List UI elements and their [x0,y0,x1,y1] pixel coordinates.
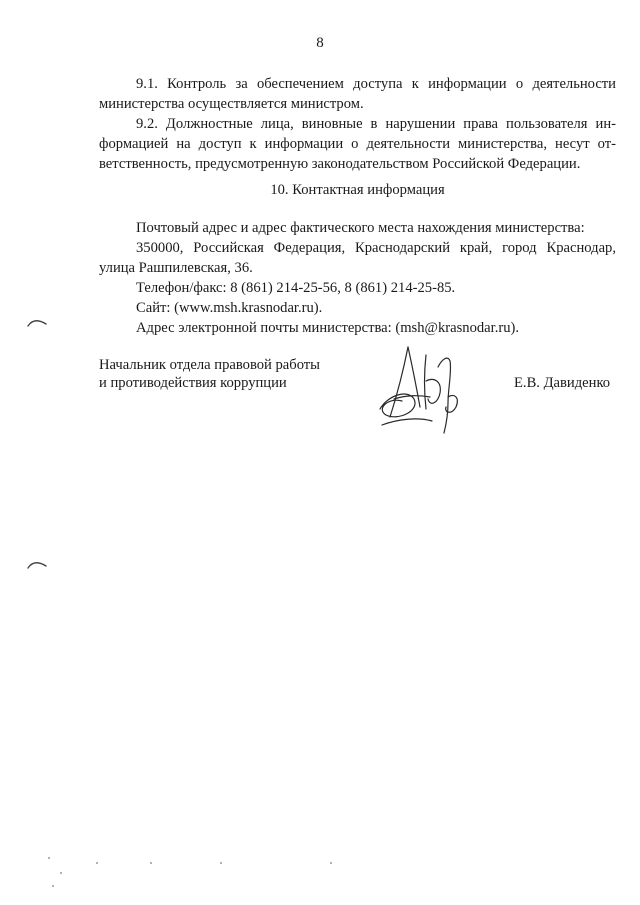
signatory-title-line-1: Начальник отдела правовой работы [99,357,320,373]
paragraph-9-2-line-2: формацией на доступ к информации о деятельности министерства, несут от- [99,136,616,152]
phone-fax: Телефон/факс: 8 (861) 214-25-56, 8 (861) 214-25-85. [136,280,456,296]
scan-speck [48,857,50,859]
address-line-2: улица Рашпилевская, 36. [99,260,253,276]
signatory-title-line-2: и противодействия коррупции [99,375,287,391]
paragraph-9-1-line-1: 9.1. Контроль за обеспечением доступа к информации о деятельности [136,76,616,92]
scan-mark-artifact [26,318,48,328]
paragraph-9-1-line-2: министерства осуществляется министром. [99,96,364,112]
paragraph-9-2-line-3: ветственность, предусмотренную законодательством Российской Федерации. [99,156,581,172]
section-10-heading: 10. Контактная информация [270,182,445,198]
scan-speck [220,862,222,864]
paragraph-9-2 [99,114,616,174]
scan-speck [60,872,62,874]
email-address: Адрес электронной почты министерства: (msh@krasnodar.ru). [136,320,520,336]
scan-speck [150,862,152,864]
handwritten-signature [368,337,468,437]
scan-speck [330,862,332,864]
page-number: 8 [316,35,324,51]
address-intro: Почтовый адрес и адрес фактического места нахождения министерства: [136,220,585,236]
scan-speck [96,862,98,864]
signatory-title [99,356,320,392]
website: Сайт: (www.msh.krasnodar.ru). [136,300,323,316]
signatory-name: Е.В. Давиденко [514,375,611,391]
scan-speck [52,885,54,887]
paragraph-9-2-line-1: 9.2. Должностные лица, виновные в нарушении права пользователя ин- [136,116,616,132]
contact-block [99,218,616,338]
scan-mark-artifact [26,560,48,570]
paragraph-9-1 [99,74,616,114]
address-line-1: 350000, Российская Федерация, Краснодарский край, город Краснодар, [136,240,616,256]
